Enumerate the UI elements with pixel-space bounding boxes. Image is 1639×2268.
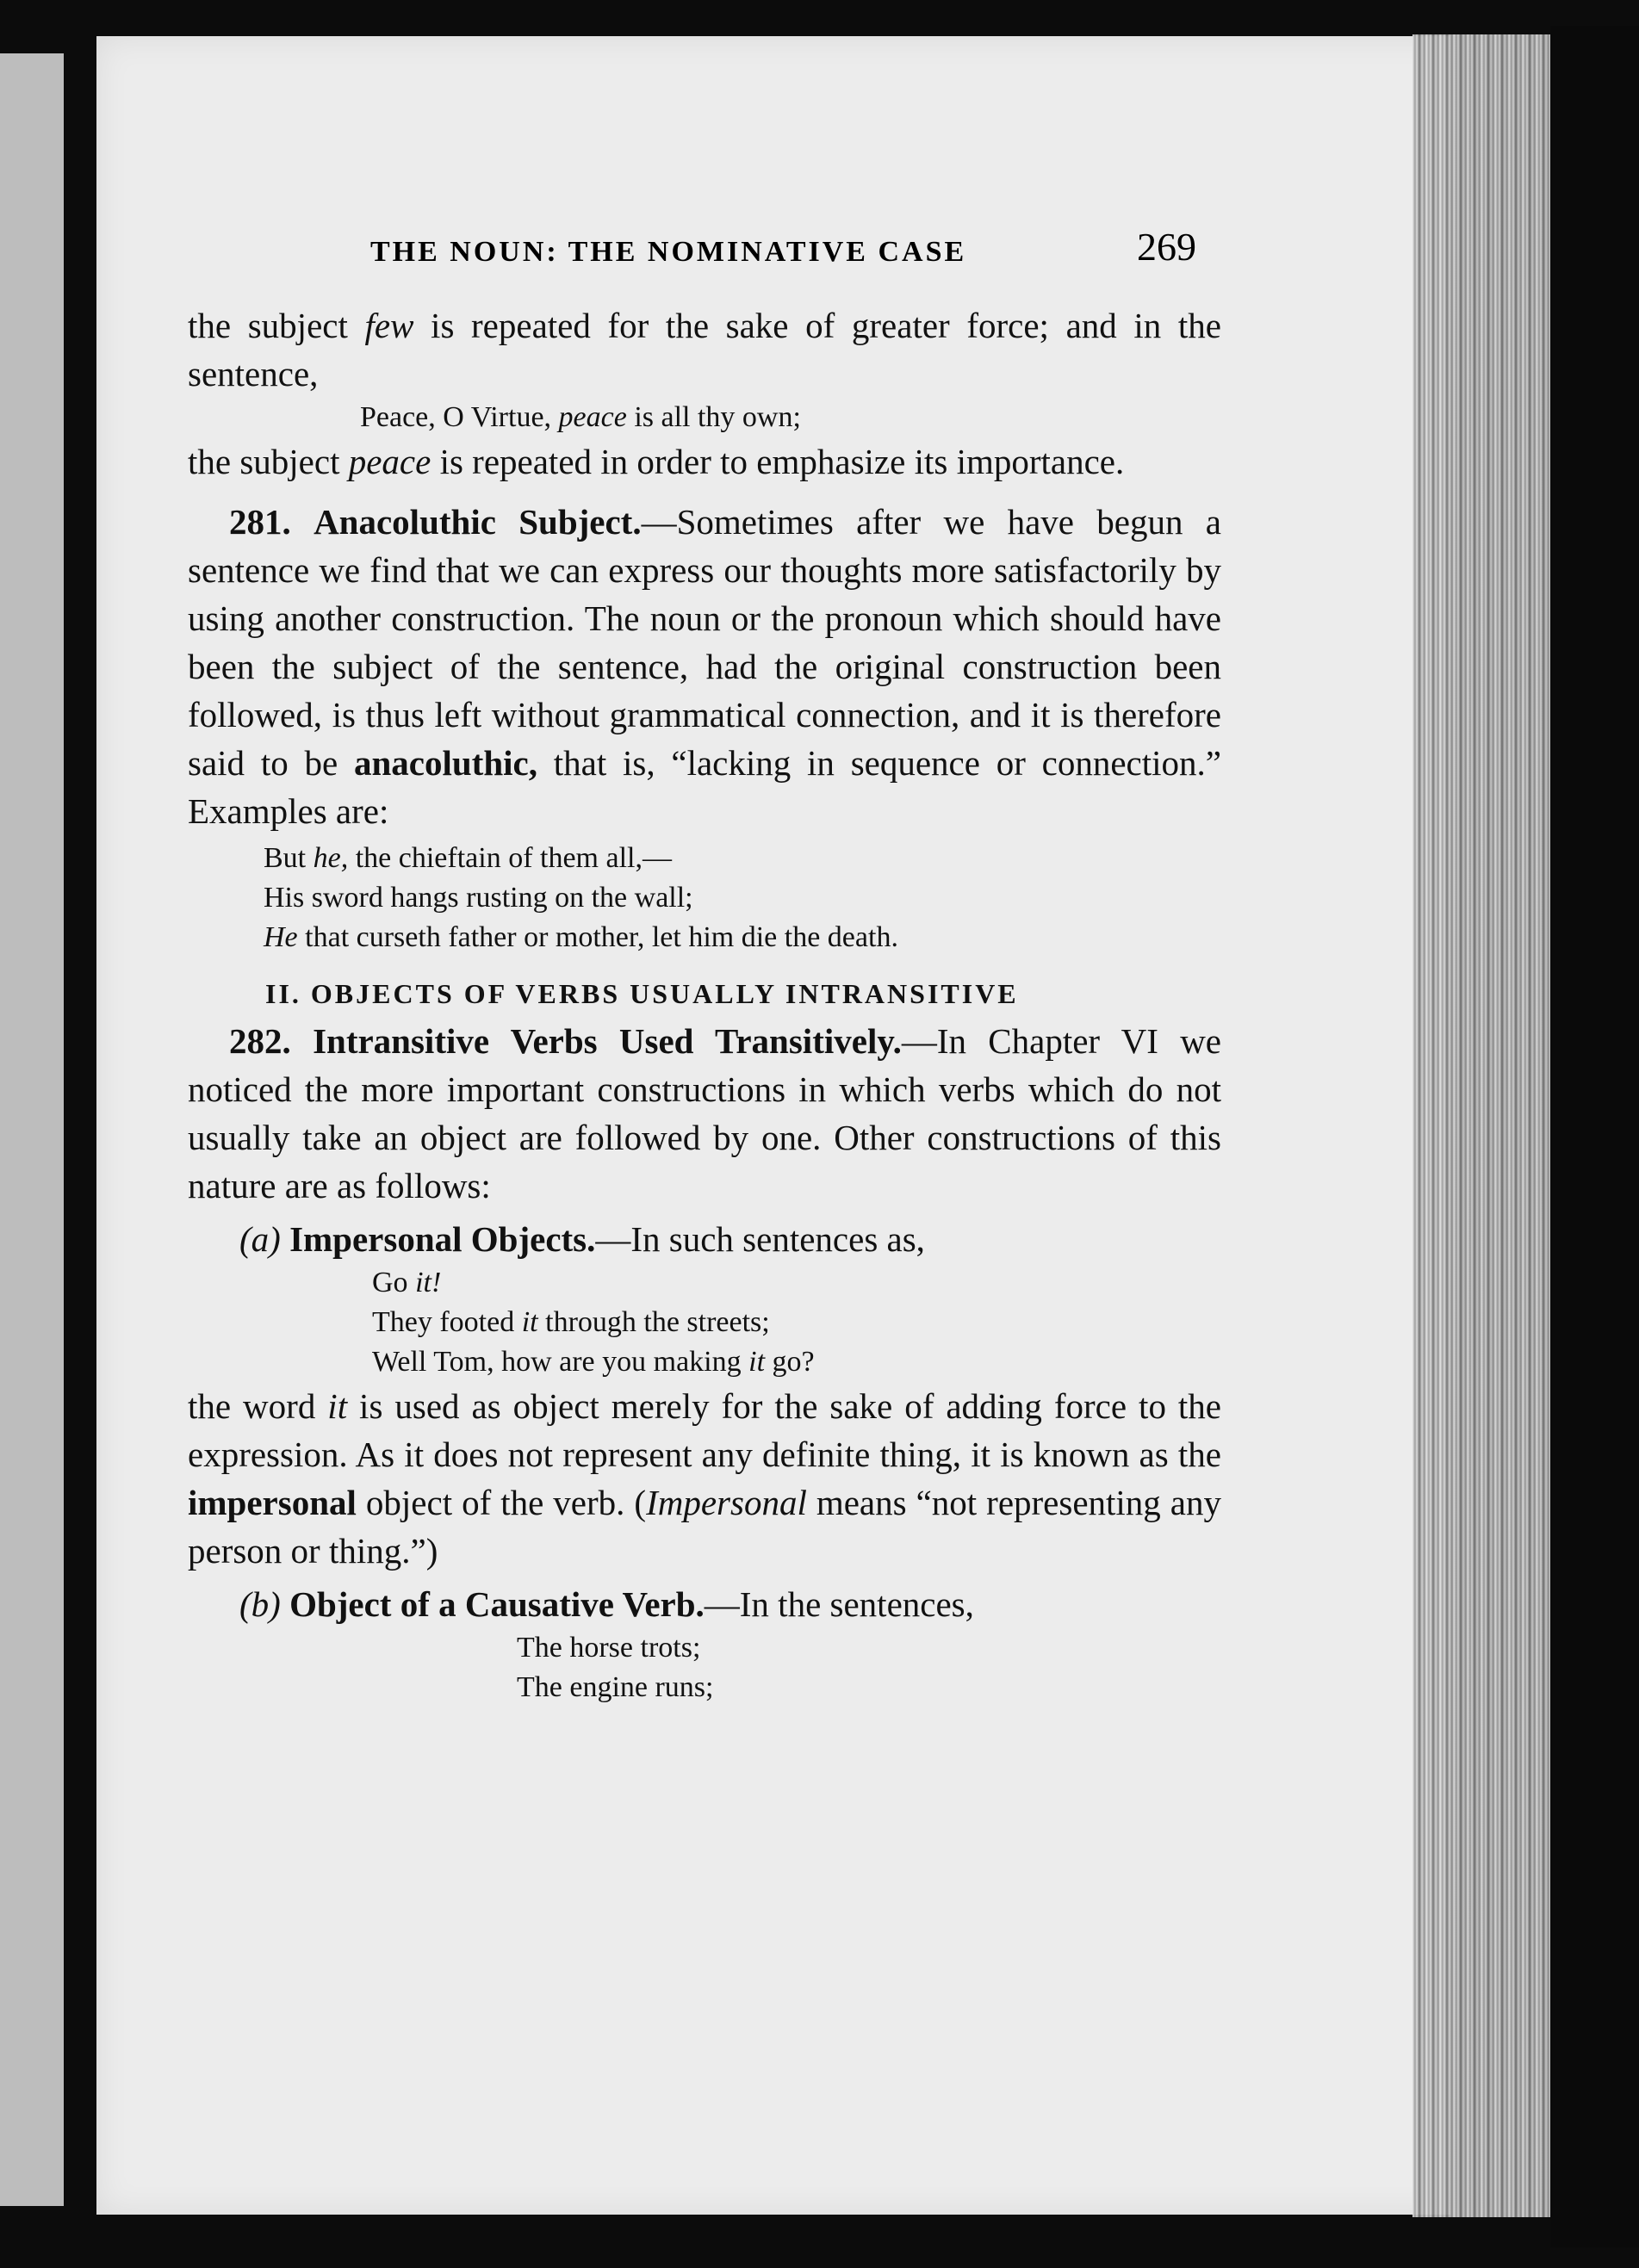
example-line: He that curseth father or mother, let him die the death. xyxy=(264,921,898,953)
running-head: THE NOUN: THE NOMINATIVE CASE xyxy=(370,236,967,268)
section-heading: II. OBJECTS OF VERBS USUALLY INTRANSITIVE xyxy=(265,978,1019,1009)
intro-continuation: the subject peace is repeated in order to emphasize its importance. xyxy=(188,442,1125,481)
example-line: Go it! xyxy=(372,1267,442,1298)
page-header xyxy=(370,225,1214,282)
example-list xyxy=(517,1628,1221,1707)
adjacent-page-edge xyxy=(0,53,64,2206)
example-list xyxy=(264,839,1221,957)
example-line: The engine runs; xyxy=(517,1671,714,1703)
section-281: 281. Anacoluthic Subject.—Sometimes after we have begun a sentence we find that we can express our thoughts more satisfactorily by using another construction. The noun or the pronoun which should have been the subject of the sentence, had the original construction been followed, is thus left without grammatical connection, and it is therefore said to be anacoluthic, that is, “lacking in sequence or connection.” Examples are: xyxy=(188,502,1221,831)
intro-paragraph: the subject few is repeated for the sake of greater force; and in the sentence, xyxy=(188,306,1221,393)
page-number: 269 xyxy=(1137,225,1196,269)
subsection-a-lead: (a) Impersonal Objects.—In such sentences as, xyxy=(239,1219,925,1259)
example-line: The horse trots; xyxy=(517,1632,701,1664)
subsection-b-lead: (b) Object of a Causative Verb.—In the sentences, xyxy=(239,1584,974,1624)
scan-border xyxy=(1550,26,1639,2247)
subsection-a-body: the word it is used as object merely for the sake of adding force to the expression. As it does not represent any definite thing, it is known as the impersonal object of the verb. (Impersonal means “not representing any person or thing.”) xyxy=(188,1386,1221,1571)
subsection-title: Impersonal Objects. xyxy=(289,1219,596,1259)
example-line: Well Tom, how are you making it go? xyxy=(372,1346,815,1378)
example-line: His sword hangs rusting on the wall; xyxy=(264,882,693,914)
quote-line: Peace, O Virtue, peace is all thy own; xyxy=(360,401,801,433)
section-number: 282. xyxy=(229,1021,291,1061)
example-line: They footed it through the streets; xyxy=(372,1306,770,1338)
example-line: But he, the chieftain of them all,— xyxy=(264,842,672,874)
page-stack-edge xyxy=(1412,34,1568,2217)
subsection-title: Object of a Causative Verb. xyxy=(289,1584,705,1624)
section-title: Anacoluthic Subject. xyxy=(314,502,642,542)
example-list xyxy=(372,1263,1221,1382)
section-title: Intransitive Verbs Used Transitively. xyxy=(313,1021,902,1061)
page-body xyxy=(188,301,1221,1707)
section-282: 282. Intransitive Verbs Used Transitively.—In Chapter VI we noticed the more important constructions in which verbs which do not usually take an object are followed by one. Other constructions of this nature are as follows: xyxy=(188,1021,1222,1205)
section-number: 281. xyxy=(229,502,291,542)
